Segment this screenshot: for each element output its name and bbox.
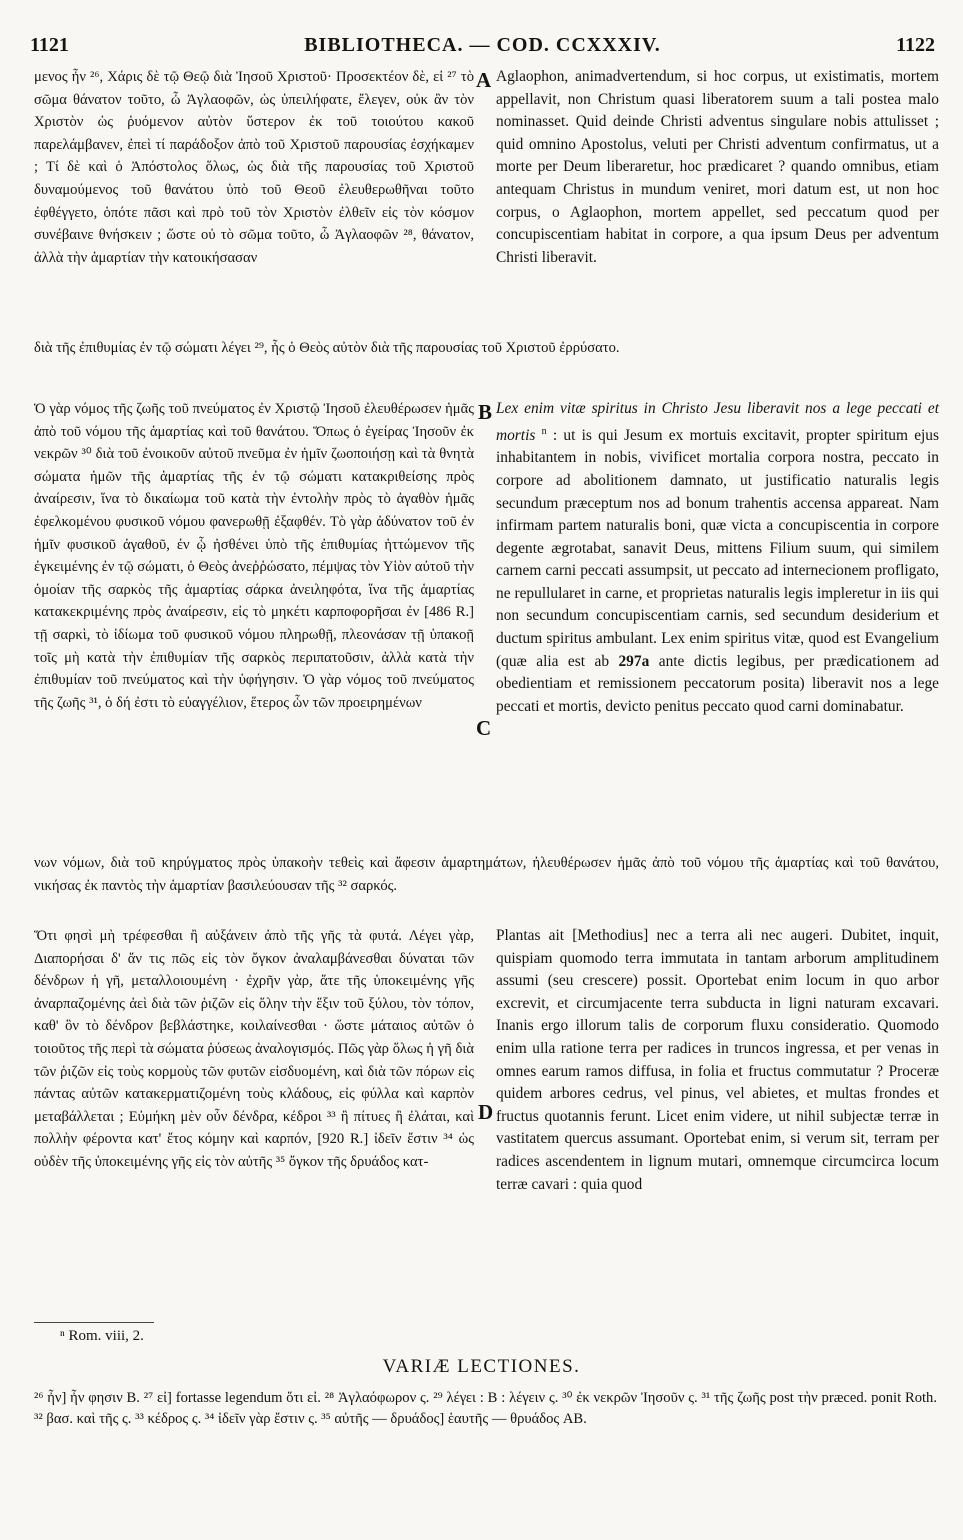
greek-column-3 xyxy=(34,925,474,1174)
latin-text-2 xyxy=(496,398,939,718)
folio-marker: 297a xyxy=(618,652,650,670)
latin-column-1 xyxy=(496,66,939,269)
latin-text-1: Aglaophon, animadvertendum, si hoc corpus, ut existimatis, mortem appellavit, non Christum quasi liberatorem suum a tali postea malo nominasset. Quid deinde Christi adventus singulare nobis attulisset ; quid omnino Apostolus, veluti per Christi adventum confirmatus, ut a morte per Deum liberaretur, hoc prædicaret ? quando omnibus, etiam antequam Christus in mundum veniret, mori datum est, ut non hoc corpus, o Aglaophon, mortem appellet, sed peccatum quod per concupiscentiam habitat in corpore, a qua ipsum Deus per adventum Christi liberavit. xyxy=(496,68,939,266)
margin-marker-b: B xyxy=(478,400,493,424)
latin-column-3 xyxy=(496,925,939,1196)
margin-marker-a: A xyxy=(476,68,492,92)
latin-text-2a: : ut is qui Jesum ex mortuis excitavit, propter spiritum ejus inhabitantem in nobis, vivificet mortalia corpora nostra, peccato in corpore ad abolitionem damnato, ut justificatio naturalis legis secundum præceptum nos ad bonum trahentis accensa appareat. Nam infirmam partem naturalis boni, quæ victa a concupiscentia in corpore degente ægrotabat, sanavit Deus, mittens Filium suum, qui similem carnem carni peccati assumpsit, ut peccato ad internecionem profligato, ne repullularet in carne, et proprietas naturalis legis impleretur in iis qui non secundum concupiscentiam carnis, sed secundum desiderium et ductum spiritus ambulant. Lex enim spiritus vitæ, quod est Evangelium (quæ alia est ab xyxy=(496,426,939,670)
margin-marker-c: C xyxy=(476,716,492,740)
greek-column-2 xyxy=(34,398,474,714)
greek-text-3: Ὅτι φησὶ μὴ τρέφεσθαι ἢ αὐξάνειν ἀπὸ τῆς γῆς τὰ φυτά. Λέγει γὰρ, Διαπορήσαι δ' ἄν τις πῶς εἰς τὸν ὄγκον ἀναλαμβάνεσθαι δύναται τῶν δένδρων ἡ γῆ, μεταλλοιουμένη · ἐχρῆν γὰρ, ἅτε τῆς ὑποκειμένης γῆς ἀναρπαζομένης ἀεὶ διὰ τῶν ῥιζῶν εἰς ὅλην τὴν ἕξιν τοῦ ξύλου, τὸν τόπον, καθ' ὃν τὸ δένδρον βεβλάστηκε, κοιλαίνεσθαι · ὥστε μάταιος αὐτῶν ὁ τοιοῦτος τῆς περὶ τὰ σώματα ῥύσεως ἀναλογισμός. Πῶς γὰρ ὅλως ἡ γῆ διὰ τῶν ῥιζῶν εἰς τοὺς κορμοὺς τῶν φυτῶν εἰσδυομένη, καὶ διὰ τῶν πόρων εἰς πάντας αὐτῶν κατακερματιζομένη τοὺς κλάδους, εἰς φύλλα καὶ καρπὸν μεταβάλλεται ; Εὐμήκη μὲν οὖν δένδρα, κέδροι ³³ ἢ πίτυες ἢ ἐλάται, καὶ πολλὴν φέροντα κατ' ἔτος κόμην καὶ καρπόν, [920 R.] ἰδεῖν ἔστιν ³⁴ ὡς οὐδὲν τῆς ὑποκειμένης γῆς εἰς τὸν αὐτῆς ³⁵ ὄγκον τῆς δρυάδος κατ- xyxy=(34,928,474,1170)
latin-column-2 xyxy=(496,398,939,718)
variae-lectiones-body: ²⁶ ἦν] ἦν φησιν B. ²⁷ εἰ] fortasse legendum ὅτι εἰ. ²⁸ Ἀγλαόφωρον ς. ²⁹ λέγει : B : λέγειν ς. ³⁰ ἐκ νεκρῶν Ἰησοῦν ς. ³¹ τῆς ζωῆς post τὴν præced. ponit Roth. ³² βασ. καὶ τῆς ς. ³³ κέδρος ς. ³⁴ ἰδεῖν γὰρ ἔστιν ς. ³⁵ αὐτῆς — δρυάδος] ἑαυτῆς — θρυάδος AB. xyxy=(34,1390,937,1427)
running-title: BIBLIOTHECA. — COD. CCXXXIV. xyxy=(304,34,661,56)
greek-fullwidth-2 xyxy=(34,852,939,897)
footnote: ⁿ Rom. viii, 2. xyxy=(60,1328,144,1344)
greek-column-1 xyxy=(34,66,474,269)
greek-text-2: Ὁ γὰρ νόμος τῆς ζωῆς τοῦ πνεύματος ἐν Χριστῷ Ἰησοῦ ἐλευθέρωσεν ἡμᾶς ἀπὸ τοῦ νόμου τῆς ἁμαρτίας καὶ τοῦ θανάτου. Ὅπως ὁ ἐγείρας Ἰησοῦν ἐκ νεκρῶν ³⁰ διὰ τοῦ ἐνοικοῦν αὐτοῦ πνεῦμα ἐν ἡμῖν ζωοποιήσῃ καὶ τὰ θνητὰ σώματα ἡμῶν τῆς ἁμαρτίας τῆς ἐν τῷ σώματι κατακριθείσης πρὸς ἀναίρεσιν, ἵνα τὸ δικαίωμα τοῦ κατὰ τὴν ἐντολὴν πρὸς τὸ ἀγαθὸν ἡμᾶς ἐφελκομένου φυσικοῦ νόμου φανερωθῇ ἐξαφθέν. Τὸ γὰρ ἀδύνατον τοῦ ἐν ἡμῖν φυσικοῦ ἀγαθοῦ, ἐν ᾧ ἠσθένει ὑπὸ τῆς ἐπιθυμίας ἡττώμενον τῆς ἐγκειμένης ἐν τῷ σώματι, ὁ Θεὸς ἀνεῤῥώσατο, πέμψας τὸν Υἱὸν αὐτοῦ τὴν ὁμοίαν τῆς σαρκὸς τῆς ἁμαρτίας σάρκα ἀνειληφότα, ἵνα τῆς ἁμαρτίας κατακεκριμένης πρὸς ἀναίρεσιν, εἰς τὸ μηκέτι καρποφορῆσαι ἐν [486 R.] τῇ σαρκὶ, τὸ ἰδίωμα τοῦ φυσικοῦ νόμου πληρωθῇ, πλεονάσαν τῇ ὑπακοῇ τοῖς μὴ κατὰ τὴν ἐπιθυμίαν τῆς σαρκὸς περιπατοῦσιν, ἀλλὰ κατὰ τὴν ἐπιθυμίαν τοῦ πνεύματος καὶ τὴν ὑφήγησιν. Ὁ γὰρ νόμος τοῦ πνεύματος τῆς ζωῆς ³¹, ὁ δή ἐστι τὸ εὐαγγέλιον, ἕτερος ὧν τῶν προειρημένων xyxy=(34,401,474,711)
greek-continuation-2: νων νόμων, διὰ τοῦ κηρύγματος πρὸς ὑπακοὴν τεθεὶς καὶ ἄφεσιν ἁμαρτημάτων, ἠλευθέρωσεν ἡμᾶς ἀπὸ τοῦ νόμου τῆς ἁμαρτίας καὶ τοῦ θανάτου, νικήσας ἐκ παντὸς τὴν ἁμαρτίαν βασιλεύουσαν τῆς ³² σαρκός. xyxy=(34,855,939,894)
latin-text-2b: ante dictis legibus, per prædicationem ad obedientiam et remissionem peccatorum posita) liberavit nos a lege peccati et mortis, devicto penitus peccato quod carni dominabatur. xyxy=(496,652,939,715)
page-header xyxy=(30,34,935,60)
footnote-rule xyxy=(34,1322,154,1323)
latin-italic-quote: Lex enim vitæ spiritus in Christo Jesu liberavit nos a lege peccati et mortis xyxy=(496,400,939,444)
variae-lectiones-title: VARIÆ LECTIONES. xyxy=(382,1356,581,1377)
latin-text-3: Plantas ait [Methodius] nec a terra ali nec augeri. Dubitet, inquit, quispiam quomodo terra immutata in tantam arborum amplitudinem assumi (seu crescere) possit. Oportebat enim locum in quo arbor excrevit, et circumjacente terra subducta in ligni naturam excavari. Inanis ergo illorum talis de corporum fluxu consideratio. Quomodo enim ulla ratione terra per radices in truncos ingressa, et per venas in omnes earum ramos diffusa, in folia et fructus commutatur ? Proceræ quidem arbores cedrus, vel pinus, vel abietes, et multas frondes et fructus quotannis ferunt. Licet enim videre, ut nihil subjectæ terræ in vastitatem quercus assumant. Oportebat enim, si verum sit, terram per radices ascendentem in lignum mutari, omnemque circumcirca locum terræ cavari : quia quod xyxy=(496,927,939,1193)
note-ref-n: n xyxy=(541,425,547,437)
greek-continuation-1: διὰ τῆς ἐπιθυμίας ἐν τῷ σώματι λέγει ²⁹, ἧς ὁ Θεὸς αὐτὸν διὰ τῆς παρουσίας τοῦ Χριστοῦ ἐρρύσατο. xyxy=(34,340,620,356)
page-number-right: 1122 xyxy=(896,34,935,56)
variae-lectiones-text xyxy=(34,1388,937,1430)
page-number-left: 1121 xyxy=(30,34,69,56)
greek-text-1: μενος ἦν ²⁶, Χάρις δὲ τῷ Θεῷ διὰ Ἰησοῦ Χριστοῦ· Προσεκτέον δὲ, εἰ ²⁷ τὸ σῶμα θάνατον τοῦτο, ὦ Ἀγλαοφῶν, ὡς ὑπειλήφατε, ἔλεγεν, οὐκ ἂν τὸν Χριστὸν ὡς ῥυόμενον αὐτὸν ὕστερον ἐκ τοῦ τοιούτου κακοῦ παρελάμβανεν, ἐπεὶ τί παράδοξον ἀπὸ τοῦ Χριστοῦ παρουσίας ἐσχήκαμεν ; Τί δὲ καὶ ὁ Ἀπόστολος ὅλως, ὡς διὰ τῆς παρουσίας τοῦ Χριστοῦ δυναμούμενος τοῦ θανάτου ὑπὸ τοῦ Θεοῦ ἐλευθερωθῆναι τοῦτο ἐφθέγγετο, ὁπότε πᾶσι καὶ πρὸ τοῦ τὸν Χριστὸν ἐλθεῖν εἰς τὸν κόσμον συνέβαινε θνήσκειν ; ὥστε οὐ τὸ σῶμα τοῦτο, ὦ Ἀγλαοφῶν ²⁸, θάνατον, ἀλλὰ τὴν ἁμαρτίαν τὴν κατοικήσασαν xyxy=(34,69,474,266)
margin-marker-d: D xyxy=(478,1100,494,1124)
greek-fullwidth-1 xyxy=(34,337,939,360)
